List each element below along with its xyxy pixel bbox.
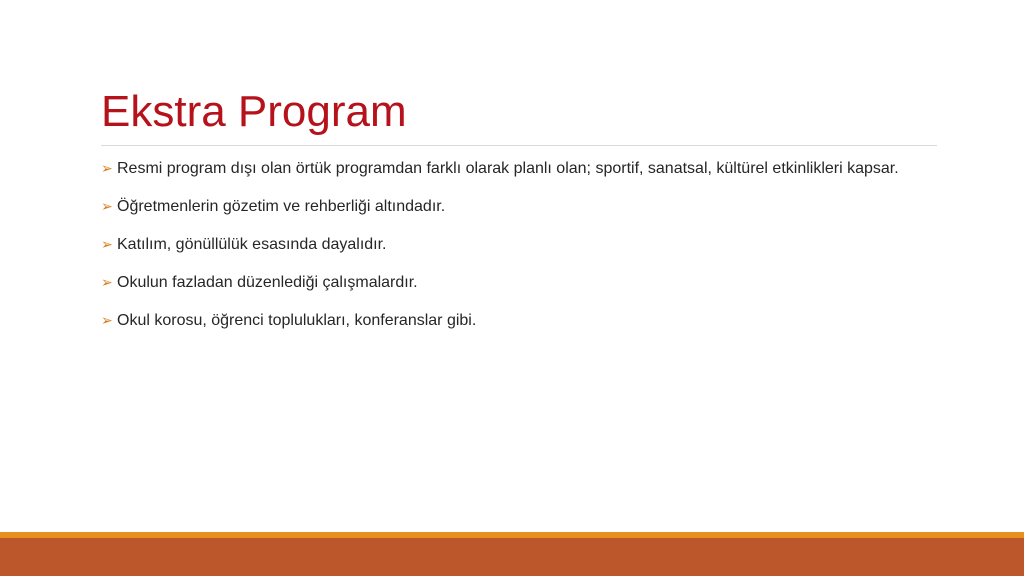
- bullet-text: Okul korosu, öğrenci toplulukları, konferanslar gibi.: [117, 312, 477, 329]
- slide-title: Ekstra Program: [101, 87, 407, 136]
- footer-bar: [0, 538, 1024, 576]
- arrow-bullet-icon: ➢: [101, 275, 113, 291]
- bullet-item: [101, 196, 941, 218]
- bullet-item: [101, 272, 941, 294]
- arrow-bullet-icon: ➢: [101, 237, 113, 253]
- bullet-text: Öğretmenlerin gözetim ve rehberliği altındadır.: [117, 198, 446, 215]
- bullet-text: Resmi program dışı olan örtük programdan farklı olarak planlı olan; sportif, sanatsal, kültürel etkinlikleri kapsar.: [117, 160, 899, 177]
- arrow-bullet-icon: ➢: [101, 161, 113, 177]
- bullet-item: [101, 158, 941, 180]
- bullet-item: [101, 310, 941, 332]
- bullet-text: Okulun fazladan düzenlediği çalışmalardır.: [117, 274, 418, 291]
- bullet-text: Katılım, gönüllülük esasında dayalıdır.: [117, 236, 387, 253]
- bullet-list: [101, 158, 941, 348]
- title-divider: [101, 145, 937, 146]
- bullet-item: [101, 234, 941, 256]
- arrow-bullet-icon: ➢: [101, 199, 113, 215]
- arrow-bullet-icon: ➢: [101, 313, 113, 329]
